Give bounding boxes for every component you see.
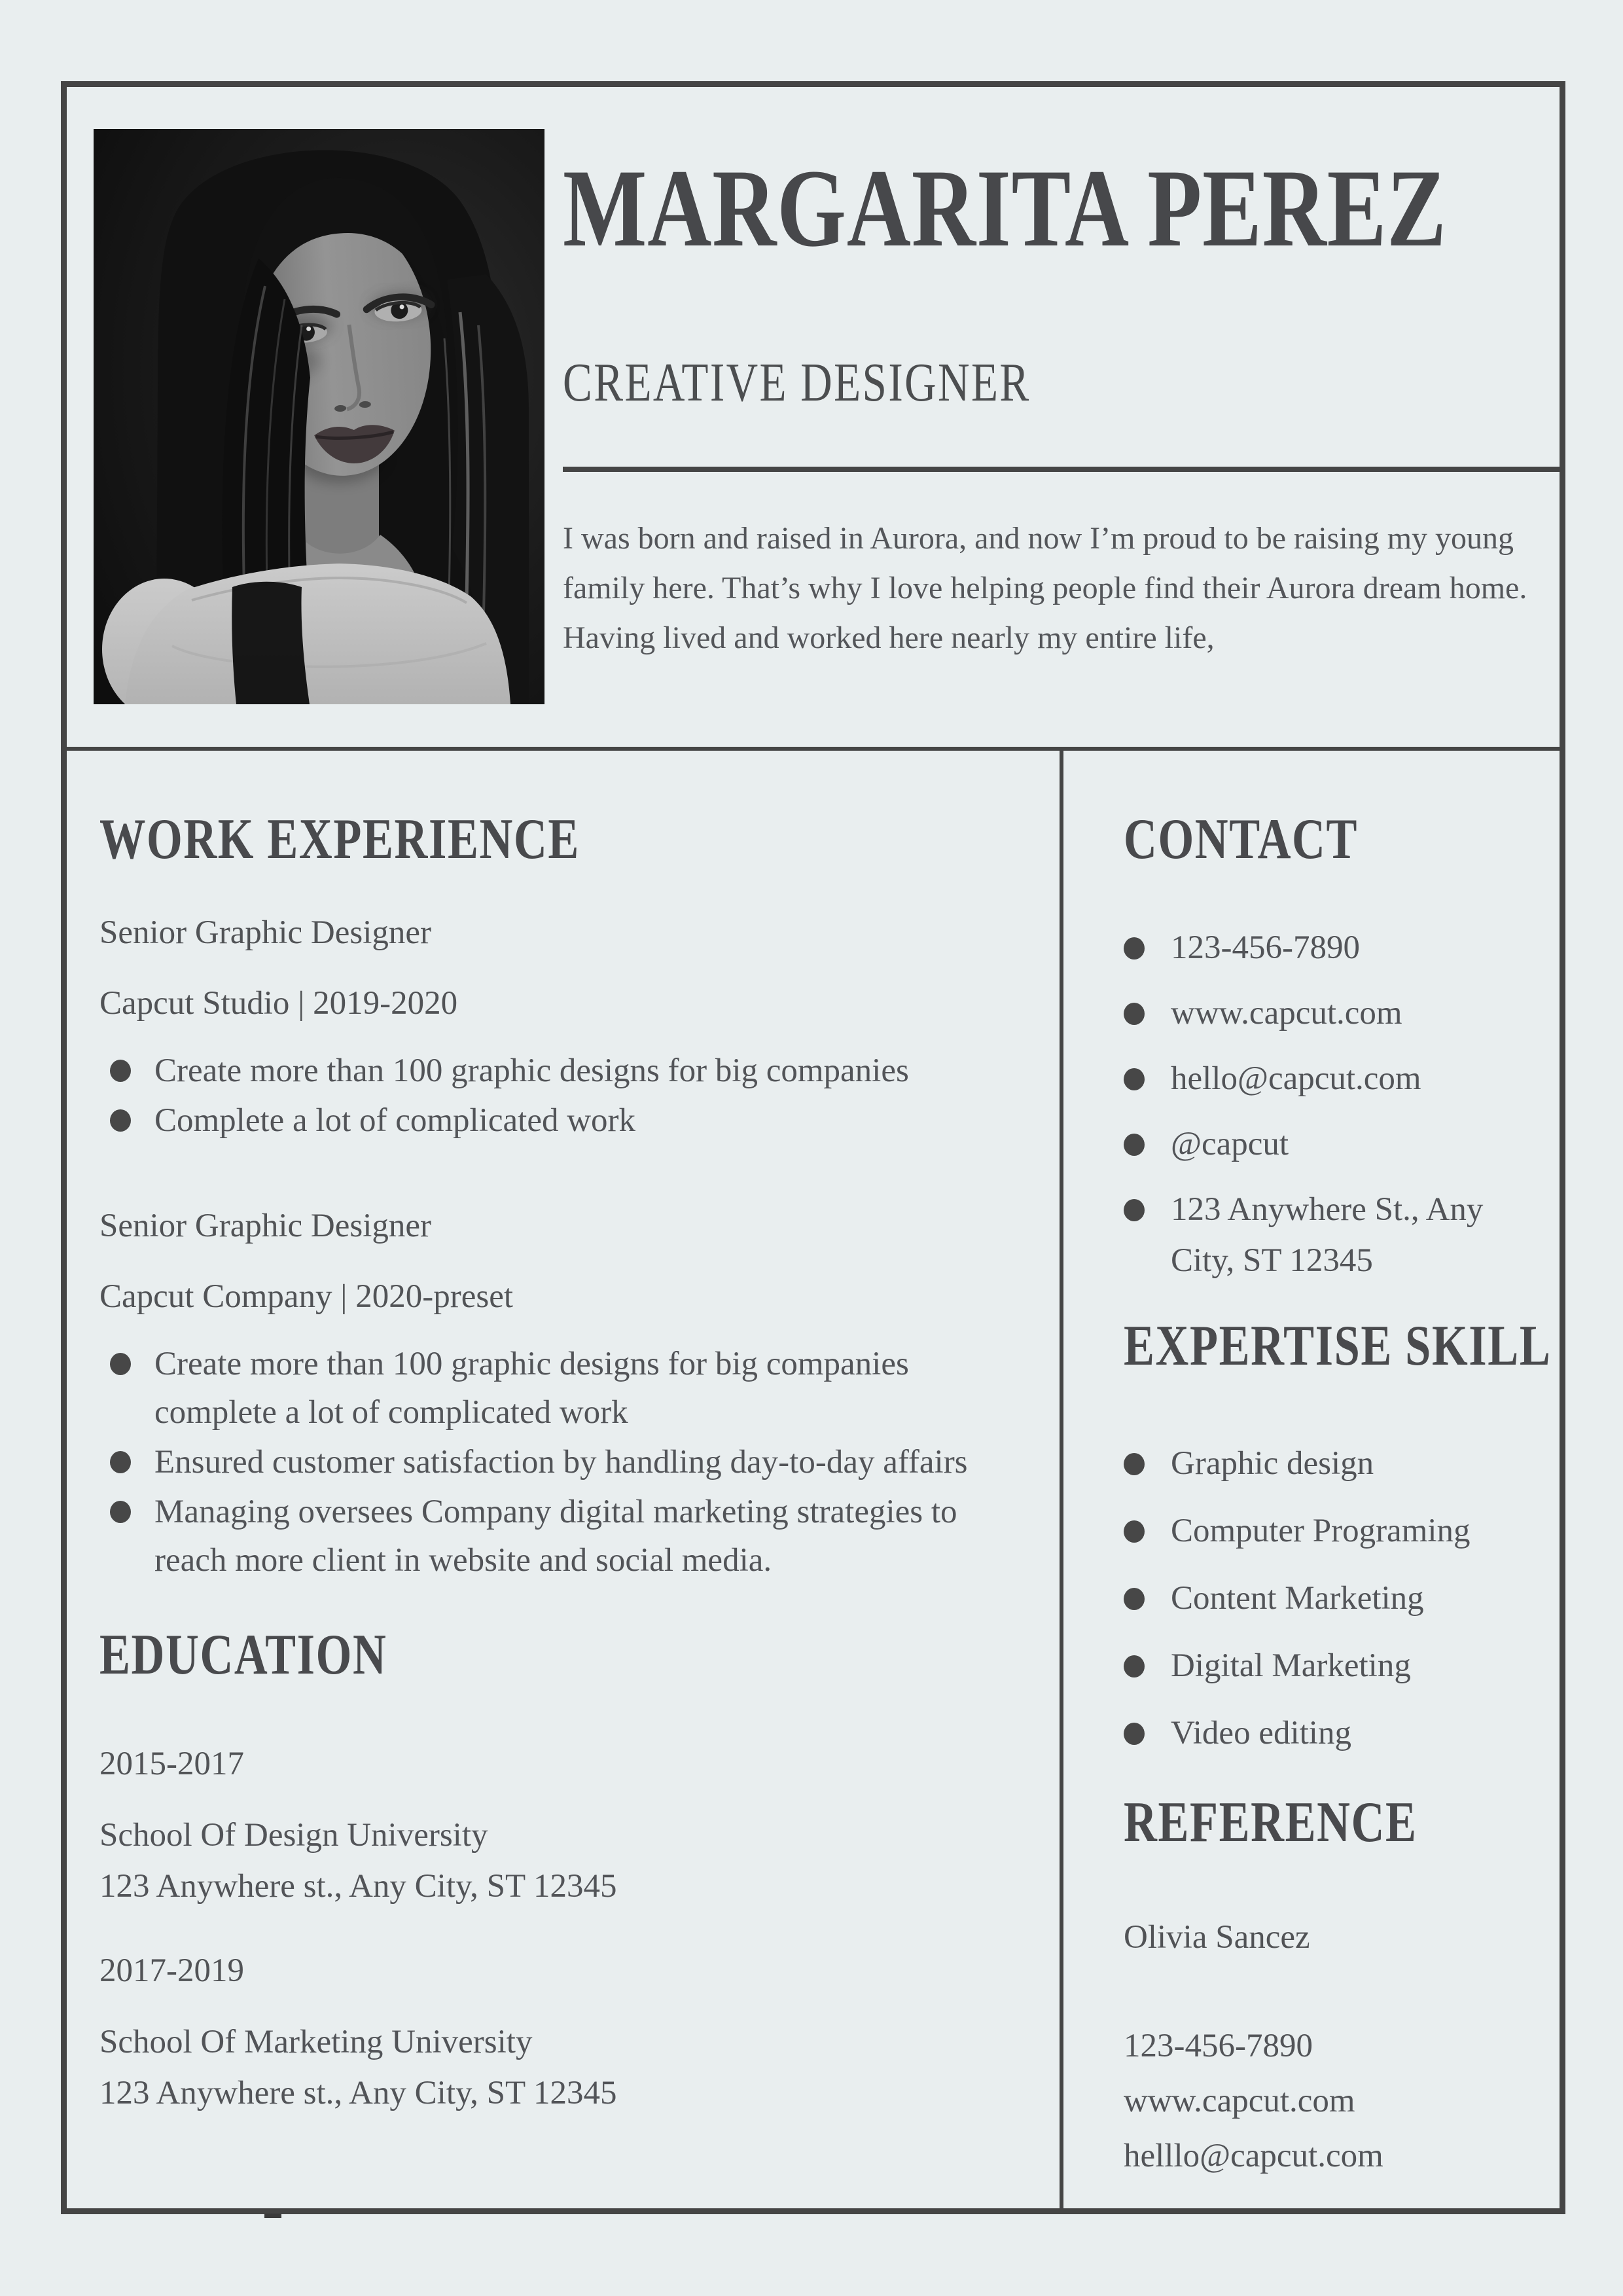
job-entry [99, 1205, 1016, 1585]
bullet-text: Create more than 100 graphic designs for big companies [154, 1052, 909, 1089]
education-period: 2017-2019 [99, 1952, 244, 1989]
bullet-text: Create more than 100 graphic designs for big companies complete a lot of complicated work [154, 1345, 909, 1431]
education-details [99, 1810, 1016, 1912]
bullet-dot-icon [1124, 937, 1145, 960]
list-item [99, 1438, 1016, 1486]
reference-phone: 123-456-7890 [1124, 2028, 1313, 2065]
job-company-period: Capcut Company | 2020-preset [99, 1278, 513, 1315]
list-item [1124, 1708, 1548, 1759]
expertise-skill-heading [1124, 1312, 1552, 1380]
job-bullet-list [99, 1047, 1016, 1145]
skill-list [1124, 1438, 1548, 1759]
heading-label: EDUCATION [99, 1623, 387, 1687]
bullet-dot-icon [110, 1060, 131, 1082]
bullet-text: Managing oversees Company digital marketing strategies to reach more client in website and social media. [154, 1493, 957, 1579]
contact-website: www.capcut.com [1171, 994, 1402, 1031]
list-item [1124, 1640, 1548, 1691]
education-period: 2015-2017 [99, 1745, 244, 1782]
bio-text: I was born and raised in Aurora, and now I’m proud to be raising my young family here. That’s why I love helping people find their Aurora dream home. Having lived and worked here nearly my entire life, [563, 520, 1527, 655]
page-frame [61, 81, 1565, 2214]
job-title: Senior Graphic Designer [99, 1207, 432, 1244]
skill-label: Digital Marketing [1171, 1647, 1411, 1684]
title-row [563, 351, 1560, 414]
contact-phone: 123-456-7890 [1171, 929, 1360, 966]
person-name: MARGARITA PEREZ [563, 147, 1447, 270]
name-row [563, 147, 1560, 270]
list-item [1124, 1505, 1548, 1556]
reference-name: Olivia Sancez [1124, 1919, 1310, 1956]
bullet-dot-icon [1124, 1199, 1145, 1221]
education-heading [99, 1621, 1016, 1689]
heading-label: EXPERTISE SKILL [1124, 1314, 1552, 1378]
education-school: School Of Design University [99, 1816, 488, 1854]
bullet-dot-icon [110, 1353, 131, 1375]
skill-label: Content Marketing [1171, 1579, 1424, 1617]
contact-heading [1124, 806, 1548, 874]
header-divider-line [563, 467, 1560, 472]
reference-heading [1124, 1789, 1548, 1857]
job-company-period: Capcut Studio | 2019-2020 [99, 984, 458, 1022]
header-section [67, 87, 1560, 751]
heading-label: CONTACT [1124, 808, 1359, 871]
education-entry [99, 1743, 1016, 1912]
bullet-dot-icon [110, 1451, 131, 1473]
list-item [1124, 1053, 1548, 1104]
bullet-dot-icon [110, 1109, 131, 1132]
education-address: 123 Anywhere st., Any City, ST 12345 [99, 1867, 617, 1905]
list-item [1124, 988, 1548, 1039]
job-entry [99, 912, 1016, 1145]
job-title: Senior Graphic Designer [99, 914, 432, 951]
job-bullet-list [99, 1340, 1016, 1585]
work-experience-heading [99, 806, 1016, 874]
education-school: School Of Marketing University [99, 2023, 533, 2060]
bullet-dot-icon [1124, 1453, 1145, 1475]
contact-list [1124, 922, 1548, 1286]
bullet-dot-icon [1124, 1655, 1145, 1677]
bullet-text: Ensured customer satisfaction by handling day-to-day affairs [154, 1443, 968, 1480]
heading-label: REFERENCE [1124, 1790, 1418, 1854]
left-column [67, 751, 1063, 2208]
education-details [99, 2017, 1016, 2119]
list-item [99, 1488, 1016, 1585]
list-item [1124, 1119, 1548, 1170]
bullet-dot-icon [1124, 1723, 1145, 1745]
contact-handle: @capcut [1171, 1125, 1289, 1162]
portrait-illustration [94, 129, 544, 704]
list-item [1124, 1184, 1548, 1286]
profile-photo [94, 129, 544, 704]
bullet-dot-icon [1124, 1134, 1145, 1156]
list-item [1124, 1573, 1548, 1624]
heading-label: WORK EXPERIENCE [99, 808, 580, 871]
header-text [563, 87, 1560, 747]
right-column [1063, 751, 1560, 2208]
list-item [1124, 1438, 1548, 1489]
contact-email: hello@capcut.com [1171, 1060, 1421, 1097]
reference-website: www.capcut.com [1124, 2083, 1355, 2120]
contact-address: 123 Anywhere St., Any City, ST 12345 [1171, 1191, 1484, 1279]
list-item [99, 1047, 1016, 1095]
reference-contact-block [1124, 2018, 1548, 2183]
border-stray-mark [264, 2214, 281, 2218]
person-job-title: CREATIVE DESIGNER [563, 351, 1031, 413]
list-item [1124, 922, 1548, 973]
bullet-text: Complete a lot of complicated work [154, 1102, 636, 1139]
bullet-dot-icon [110, 1501, 131, 1523]
list-item [99, 1340, 1016, 1437]
bullet-dot-icon [1124, 1003, 1145, 1025]
education-address: 123 Anywhere st., Any City, ST 12345 [99, 2074, 617, 2111]
bullet-dot-icon [1124, 1520, 1145, 1543]
skill-label: Computer Programing [1171, 1512, 1471, 1549]
skill-label: Graphic design [1171, 1444, 1374, 1482]
reference-email: helllo@capcut.com [1124, 2138, 1383, 2175]
bullet-dot-icon [1124, 1068, 1145, 1090]
list-item [99, 1096, 1016, 1145]
bullet-dot-icon [1124, 1588, 1145, 1610]
skill-label: Video editing [1171, 1714, 1351, 1751]
body-columns [67, 751, 1560, 2208]
education-entry [99, 1950, 1016, 2119]
